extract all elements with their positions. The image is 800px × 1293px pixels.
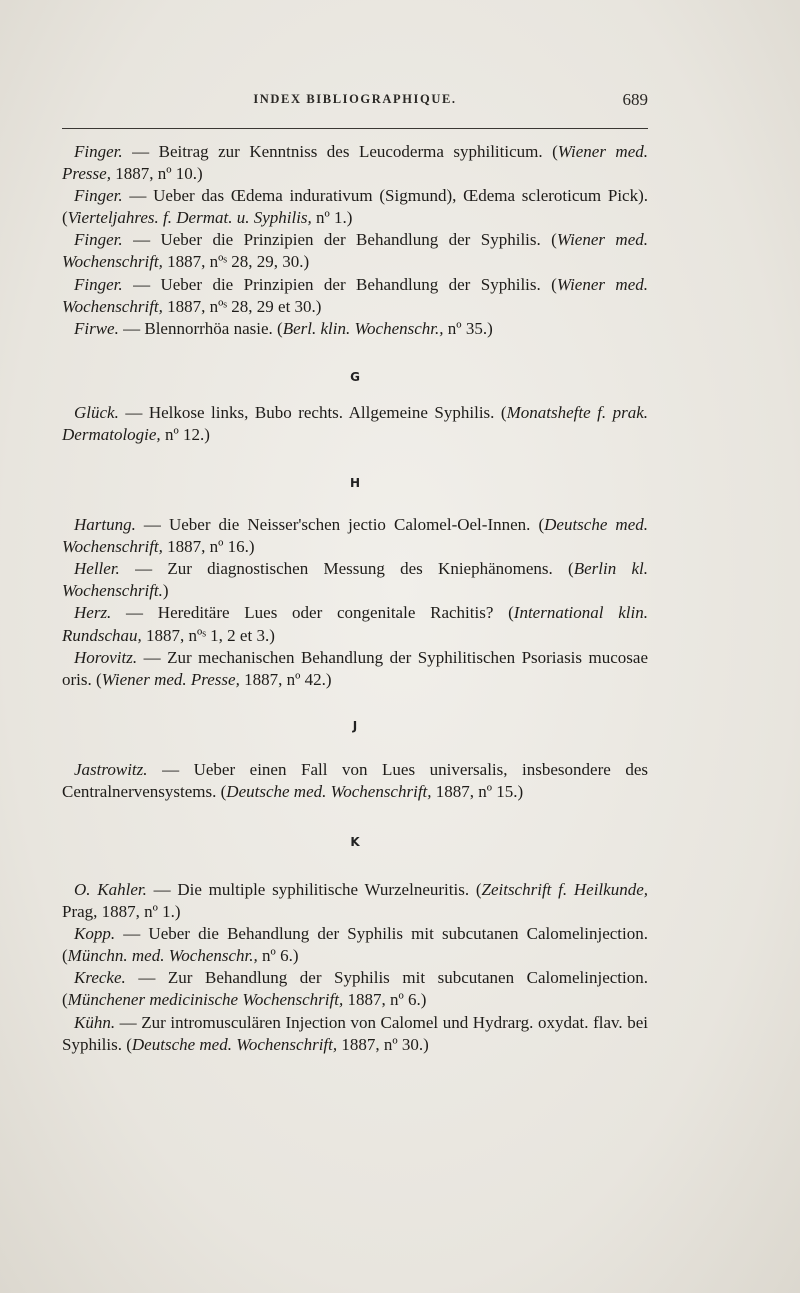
entry-source: International klin. Rundschau, [62,603,648,645]
entry-title: — Blennorrhöa nasie. ( [118,318,283,338]
entry-source: Münchn. med. Wochenschr., [67,946,258,966]
entry-author: Finger. [74,142,123,161]
entry-citation: 1887, nº 15.) [431,781,524,801]
bibliography-entry [62,967,648,1011]
entry-citation: 1887, nº 16.) [162,537,255,557]
entry-author: Hartung. [74,515,136,535]
entry-title: — Zur diagnostischen Messung des Kniephänomens. ( [119,559,574,579]
bibliography-entry [62,274,648,318]
bibliography-entry [62,318,648,340]
page-header [62,92,648,114]
entry-source: Berlin kl. Wochenschrift. [62,559,648,601]
section-gap [62,340,648,370]
entry-citation: 1887, nºˢ 28, 29, 30.) [162,252,310,272]
bibliography-entry [62,879,648,923]
entry-author: Krecke. [74,968,126,988]
entry-citation: 1887, nºˢ 1, 2 et 3.) [141,625,275,645]
bibliography-entry [62,558,648,602]
bibliography-entry [62,647,648,691]
entry-title: — Beitrag zur Kenntniss des Leucoderma syphiliticum. ( [122,142,558,161]
entry-source: Deutsche med. Wochenschrift, [131,1034,338,1054]
bibliography-index [62,141,648,1056]
entry-source: Monatshefte f. prak. Dermatologie, [62,402,649,444]
section-gap [62,384,648,402]
bibliography-entry [62,923,648,967]
bibliography-entry [62,402,648,446]
entry-title: — Zur mechanischen Behandlung der Syphilitischen Psoriasis mucosae oris. ( [62,647,648,689]
entry-author: Finger. [74,186,123,206]
entry-author: O. Kahler. [74,879,147,899]
entry-citation: nº 12.) [160,424,210,444]
entry-source: Wiener med. Presse, [101,669,240,689]
entry-author: Herz. [74,603,112,623]
section-gap [62,446,648,476]
entry-citation: ) [162,581,169,601]
entry-source: Wiener med. Wochenschrift, [62,274,648,316]
page-number: 689 [622,90,648,109]
entry-citation: nº 1.) [311,208,353,228]
entry-citation: 1887, nº 10.) [110,164,203,184]
entry-source: Wiener med. Presse, [62,142,648,184]
entry-author: Kühn. [74,1012,116,1032]
entry-author: Firwe. [74,318,119,338]
entry-author: Glück. [74,402,119,422]
entry-author: Heller. [74,559,120,579]
section-letter: G [350,369,360,384]
section-letter: K [350,834,360,849]
entry-source: Deutsche med. Wochenschrift, [226,781,432,801]
section-gap [62,490,648,514]
entry-author: Finger. [74,274,123,294]
entry-title: — Hereditäre Lues oder congenitale Rachitis? ( [111,603,514,623]
bibliography-entry [62,185,648,229]
header-rule [62,128,648,129]
bibliography-entry [62,514,648,558]
entry-title: — Zur intromusculären Injection von Calomel und Hydrarg. oxydat. flav. bei Syphilis. ( [62,1012,648,1054]
entry-title: — Helkose links, Bubo rechts. Allgemeine Syphilis. ( [118,402,507,422]
entry-citation: 1887, nº 42.) [239,669,332,689]
section-gap [62,691,648,719]
section-gap [62,803,648,835]
entry-author: Finger. [74,230,123,250]
entry-citation: Prag, 1887, nº 1.) [62,902,181,922]
entry-citation: 1887, nº 30.) [337,1034,429,1054]
bibliography-entry [62,1012,648,1056]
section-gap [62,733,648,759]
entry-source: Münchener medicinische Wochenschrift, [67,990,344,1010]
section-gap [62,849,648,879]
entry-title: — Ueber das Œdema indurativum (Sigmund), Œdema scleroticum Pick). ( [62,186,648,228]
entry-author: Jastrowitz. [74,759,148,779]
entry-title: — Die multiple syphilitische Wurzelneuritis. ( [146,879,482,899]
entry-citation: nº 6.) [257,946,299,966]
bibliography-entry [62,141,648,185]
entry-title: — Ueber einen Fall von Lues universalis, insbesondere des Centralnervensystems. ( [62,759,648,801]
bibliography-entry [62,602,648,646]
entry-source: Deutsche med. Wochenschrift, [62,515,648,557]
entry-source: Vierteljahres. f. Dermat. u. Syphilis, [67,208,312,228]
entry-source: Wiener med. Wochenschrift, [62,230,648,272]
entry-citation: nº 35.) [443,318,493,338]
entry-author: Kopp. [74,924,116,944]
entry-source: Zeitschrift f. Heilkunde, [481,879,648,899]
entry-citation: 1887, nºˢ 28, 29 et 30.) [162,296,322,316]
entry-title: — Ueber die Prinzipien der Behandlung der Syphilis. ( [122,274,557,294]
bibliography-entry [62,229,648,273]
section-letter: H [349,476,361,491]
entry-title: — Zur Behandlung der Syphilis mit subcutanen Calomelinjection. ( [62,968,648,1010]
bibliography-entry [62,759,648,803]
entry-citation: 1887, nº 6.) [343,990,427,1010]
running-title: INDEX BIBLIOGRAPHIQUE. [253,92,457,106]
entry-title: — Ueber die Prinzipien der Behandlung der Syphilis. ( [122,230,557,250]
entry-source: Berl. klin. Wochenschr., [282,318,444,338]
section-letter: J [352,718,358,733]
entry-title: — Ueber die Behandlung der Syphilis mit subcutanen Calomelinjection. ( [62,924,648,966]
entry-title: — Ueber die Neisser'schen jectio Calomel-Oel-Innen. ( [135,515,545,535]
entry-author: Horovitz. [74,647,138,667]
